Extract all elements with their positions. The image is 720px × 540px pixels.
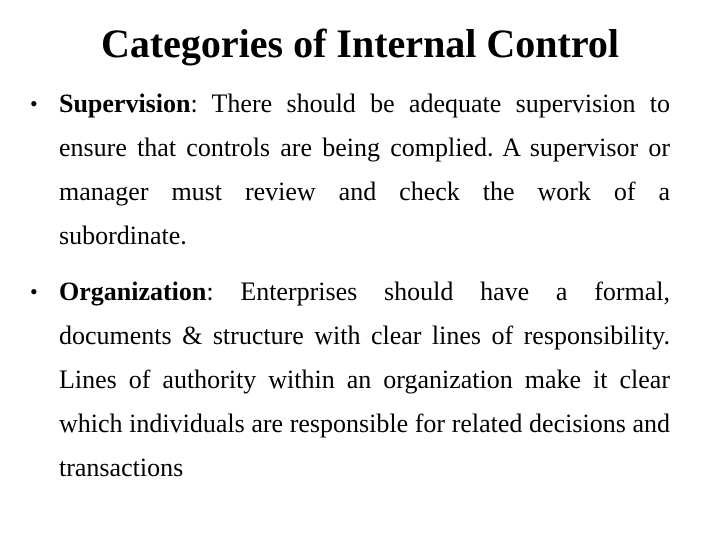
bullet-separator: : xyxy=(190,89,198,118)
bullet-supervision xyxy=(30,82,670,258)
bullet-list xyxy=(30,82,670,502)
bullet-text: There should be adequate supervision to ensure that controls are being complied. A supervisor or manager must review and check the work of a subordinate. xyxy=(59,89,670,250)
bullet-separator: : xyxy=(206,277,214,306)
bullet-term: Organization xyxy=(59,277,207,306)
bullet-organization xyxy=(30,270,670,490)
bullet-marker: • xyxy=(30,279,38,304)
bullet-marker: • xyxy=(30,91,38,116)
bullet-term: Supervision xyxy=(59,89,191,118)
bullet-text: Enterprises should have a formal, documents & structure with clear lines of responsibility. Lines of authority within an organization make it clear which individuals are responsible for related decisions and transactions xyxy=(59,277,670,482)
slide-title: Categories of Internal Control xyxy=(100,21,620,66)
